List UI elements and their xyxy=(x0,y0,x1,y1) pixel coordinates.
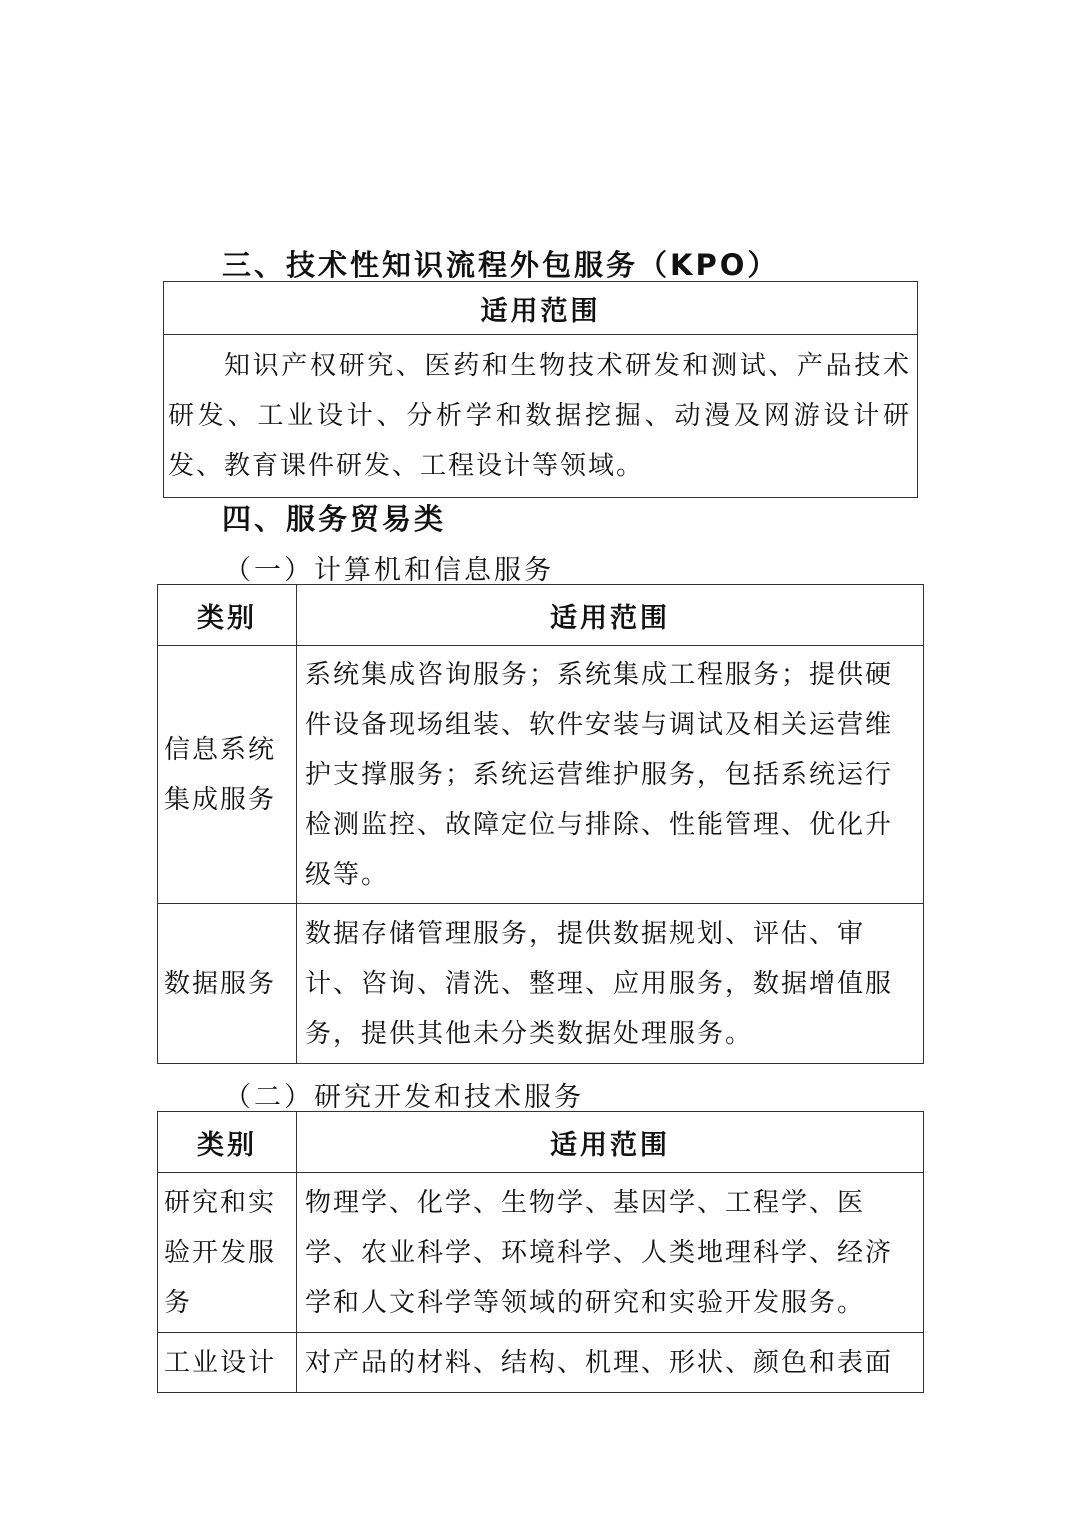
column-header-scope: 适用范围 xyxy=(297,1112,924,1173)
category-cell: 信息系统集成服务 xyxy=(158,646,297,904)
section-4-heading: 四、服务贸易类 xyxy=(222,502,447,536)
section-3-heading: 三、技术性知识流程外包服务（KPO） xyxy=(222,248,780,282)
table-row xyxy=(158,904,924,1064)
column-header-scope: 适用范围 xyxy=(297,585,924,646)
kpo-table-header: 适用范围 xyxy=(164,282,918,335)
table-row xyxy=(158,1173,924,1333)
subsection-1-heading: （一）计算机和信息服务 xyxy=(224,555,554,586)
category-cell: 工业设计 xyxy=(158,1333,297,1393)
table-row xyxy=(158,646,924,904)
rd-tech-services-table xyxy=(157,1111,924,1393)
column-header-category: 类别 xyxy=(158,585,297,646)
scope-cell: 系统集成咨询服务；系统集成工程服务；提供硬件设备现场组装、软件安装与调试及相关运营维护支撑服务；系统运营维护服务，包括系统运行检测监控、故障定位与排除、性能管理、优化升级等。 xyxy=(297,646,924,904)
computer-info-services-table xyxy=(157,584,924,1064)
table-row xyxy=(158,1333,924,1393)
column-header-category: 类别 xyxy=(158,1112,297,1173)
scope-cell: 对产品的材料、结构、机理、形状、颜色和表面 xyxy=(297,1333,924,1393)
kpo-table xyxy=(163,281,918,498)
category-cell: 研究和实验开发服务 xyxy=(158,1173,297,1333)
scope-cell: 物理学、化学、生物学、基因学、工程学、医学、农业科学、环境科学、人类地理科学、经济学和人文科学等领域的研究和实验开发服务。 xyxy=(297,1173,924,1333)
subsection-2-heading: （二）研究开发和技术服务 xyxy=(224,1082,584,1113)
kpo-scope-cell: 知识产权研究、医药和生物技术研发和测试、产品技术研发、工业设计、分析学和数据挖掘、动漫及网游设计研发、教育课件研发、工程设计等领域。 xyxy=(164,335,918,498)
scope-cell: 数据存储管理服务，提供数据规划、评估、审计、咨询、清洗、整理、应用服务，数据增值服务，提供其他未分类数据处理服务。 xyxy=(297,904,924,1064)
category-cell: 数据服务 xyxy=(158,904,297,1064)
